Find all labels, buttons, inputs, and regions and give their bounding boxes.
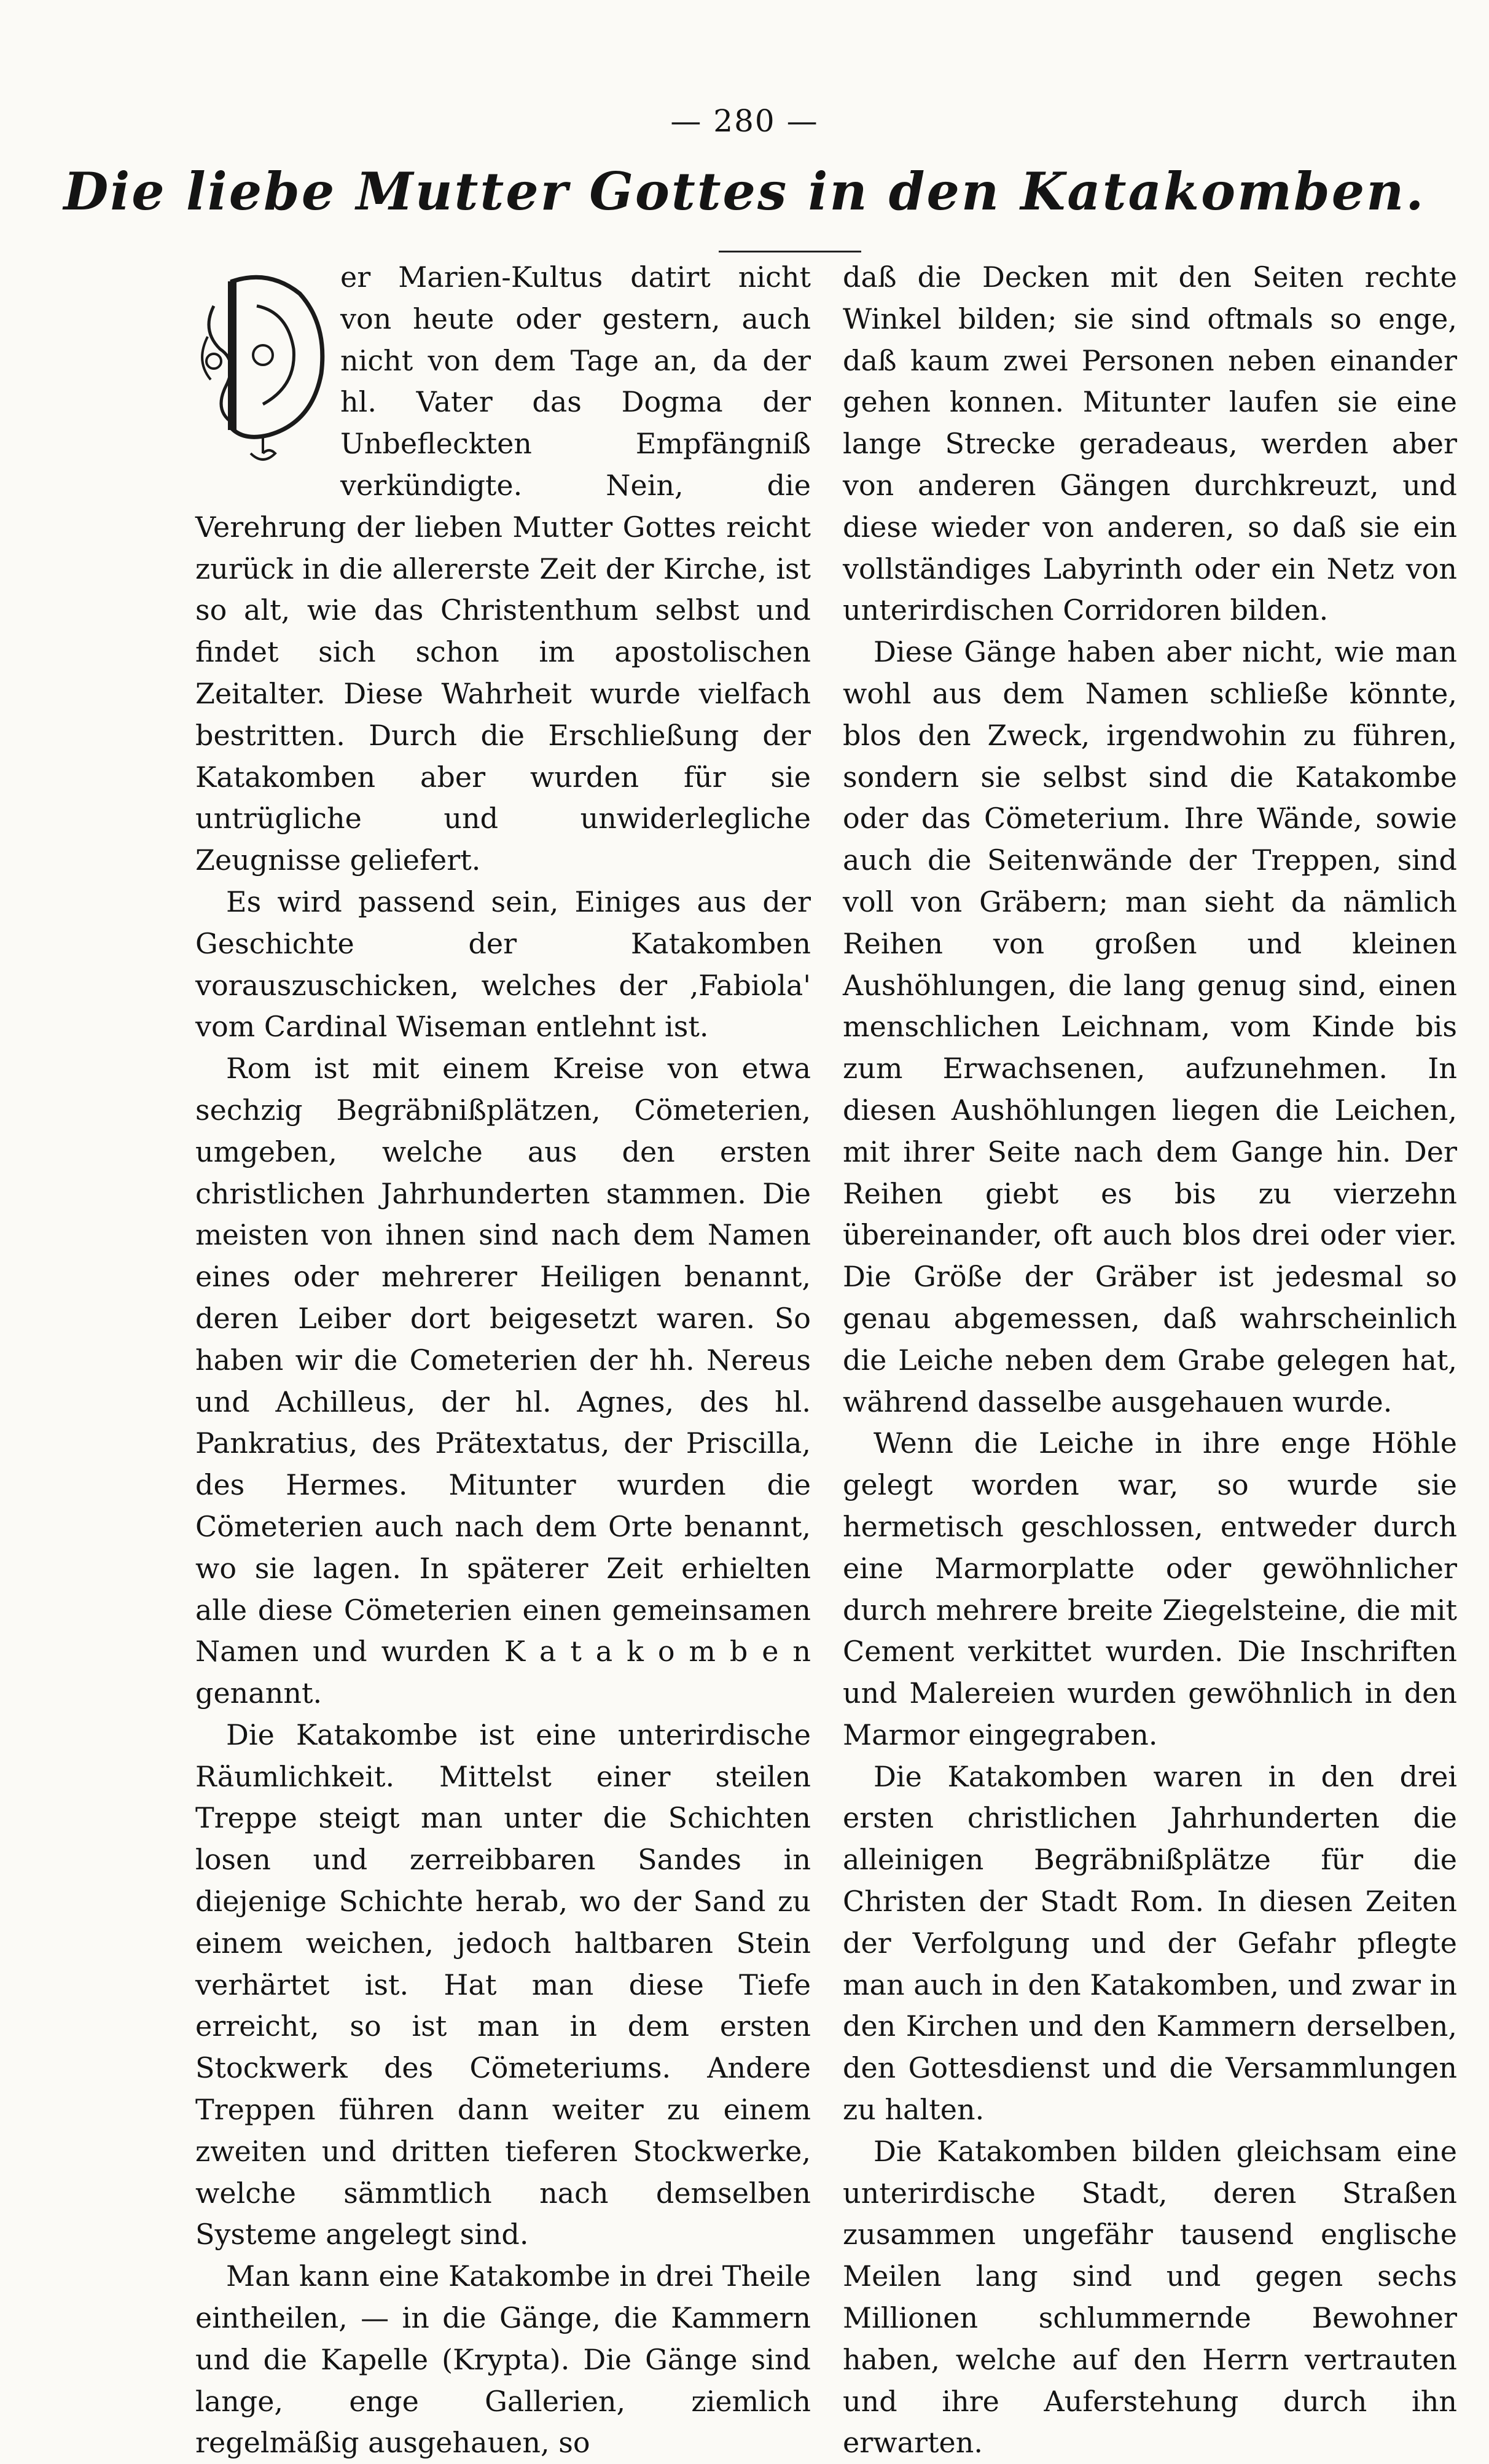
- paragraph: Man kann eine Katakombe in drei Theile eintheilen, — in die Gänge, die Kammern und die Kapelle (Krypta). Die Gänge sind lange, enge Gallerien, ziemlich regelmäßig ausgehauen, so: [195, 2259, 811, 2460]
- article-title: Die liebe Mutter Gottes in den Katakomben.: [63, 161, 1426, 222]
- right-column: [843, 257, 1457, 2464]
- title-divider: [719, 251, 861, 252]
- paragraph: daß die Decken mit den Seiten rechte Winkel bilden; sie sind oftmals so enge, daß kaum zwei Personen neben einander gehen konnen. Mitunter laufen sie eine lange Strecke geradeaus, werden aber von anderen Gängen durchkreuzt, und diese wieder von anderen, so daß sie ein vollständiges Labyrinth oder ein Netz von unterirdischen Corridoren bilden.: [843, 260, 1457, 627]
- paragraph: er Marien-Kultus datirt nicht von heute oder gestern, auch nicht von dem Tage an, da der hl. Vater das Dogma der Unbefleckten Empfängniß verkündigte. Nein, die Verehrung der lieben Mutter Gottes reicht zurück in die allererste Zeit der Kirche, ist so alt, wie das Christenthum selbst und findet sich schon im apostolischen Zeitalter. Diese Wahrheit wurde vielfach bestritten. Durch die Erschließung der Katakomben aber wurden für sie untrügliche und unwiderlegliche Zeugnisse geliefert.: [195, 260, 811, 877]
- paragraph: Wenn die Leiche in ihre enge Höhle gelegt worden war, so wurde sie hermetisch geschlossen, entweder durch eine Marmorplatte oder gewöhnlicher durch mehrere breite Ziegelsteine, die mit Cement verkittet wurden. Die Inschriften und Malereien wurden gewöhnlich in den Marmor eingegraben.: [843, 1426, 1457, 1751]
- paragraph: Diese Gänge haben aber nicht, wie man wohl aus dem Namen schließe könnte, blos den Zweck, irgendwohin zu führen, sondern sie selbst sind die Katakombe oder das Cömeterium. Ihre Wände, sowie auch die Seitenwände der Treppen, sind voll von Gräbern; man sieht da nämlich Reihen von großen und kleinen Aushöhlungen, die lang genug sind, einen menschlichen Leichnam, vom Kinde bis zum Erwachsenen, aufzunehmen. In diesen Aushöhlungen liegen die Leichen, mit ihrer Seite nach dem Gange hin. Der Reihen giebt es bis zu vierzehn übereinander, oft auch blos drei oder vier. Die Größe der Gräber ist jedesmal so genau abgemessen, daß wahrscheinlich die Leiche neben dem Grabe gelegen hat, während dasselbe ausgehauen wurde.: [843, 635, 1457, 1418]
- paragraph: Die Katakombe ist eine unterirdische Räumlichkeit. Mittelst einer steilen Treppe steigt man unter die Schichten losen und zerreibbaren Sandes in diejenige Schichte herab, wo der Sand zu einem weichen, jedoch haltbaren Stein verhärtet ist. Hat man diese Tiefe erreicht, so ist man in dem ersten Stockwerk des Cömeteriums. Andere Treppen führen dann weiter zu einem zweiten und dritten tieferen Stockwerke, welche sämmtlich nach demselben Systeme angelegt sind.: [195, 1718, 811, 2251]
- paragraph: Die Katakomben waren in den drei ersten christlichen Jahrhunderten die alleinigen Begräbnißplätze für die Christen der Stadt Rom. In diesen Zeiten der Verfolgung und der Gefahr pflegte man auch in den Katakomben, und zwar in den Kirchen und den Kammern derselben, den Gottesdienst und die Versammlungen zu halten.: [843, 1759, 1457, 2127]
- left-column: [195, 257, 811, 2464]
- page-number: — 280 —: [670, 103, 819, 139]
- paragraph: Die Katakomben bilden gleichsam eine unterirdische Stadt, deren Straßen zusammen ungefähr tausend englische Meilen lang sind und gegen sechs Millionen schlummernde Bewohner haben, welche auf den Herrn vertrauten und ihre Auferstehung durch ihn erwarten.: [843, 2134, 1457, 2460]
- ornamental-initial-icon: [195, 269, 337, 472]
- paragraph: Rom ist mit einem Kreise von etwa sechzig Begräbnißplätzen, Cömeterien, umgeben, welche aus den ersten christlichen Jahrhunderten stammen. Die meisten von ihnen sind nach dem Namen eines oder mehrerer Heiligen benannt, deren Leiber dort beigesetzt waren. So haben wir die Cometerien der hh. Nereus und Achilleus, der hl. Agnes, des hl. Pankratius, des Prätextatus, der Priscilla, des Hermes. Mitunter wurden die Cömeterien auch nach dem Orte benannt, wo sie lagen. In späterer Zeit erhielten alle diese Cömeterien einen gemeinsamen Namen und wurden K a t a k o m b e n genannt.: [195, 1052, 811, 1710]
- paragraph: Es wird passend sein, Einiges aus der Geschichte der Katakomben vorauszuschicken, welches der ‚Fabiola' vom Cardinal Wiseman entlehnt ist.: [195, 885, 811, 1044]
- drop-cap-initial: [195, 269, 337, 472]
